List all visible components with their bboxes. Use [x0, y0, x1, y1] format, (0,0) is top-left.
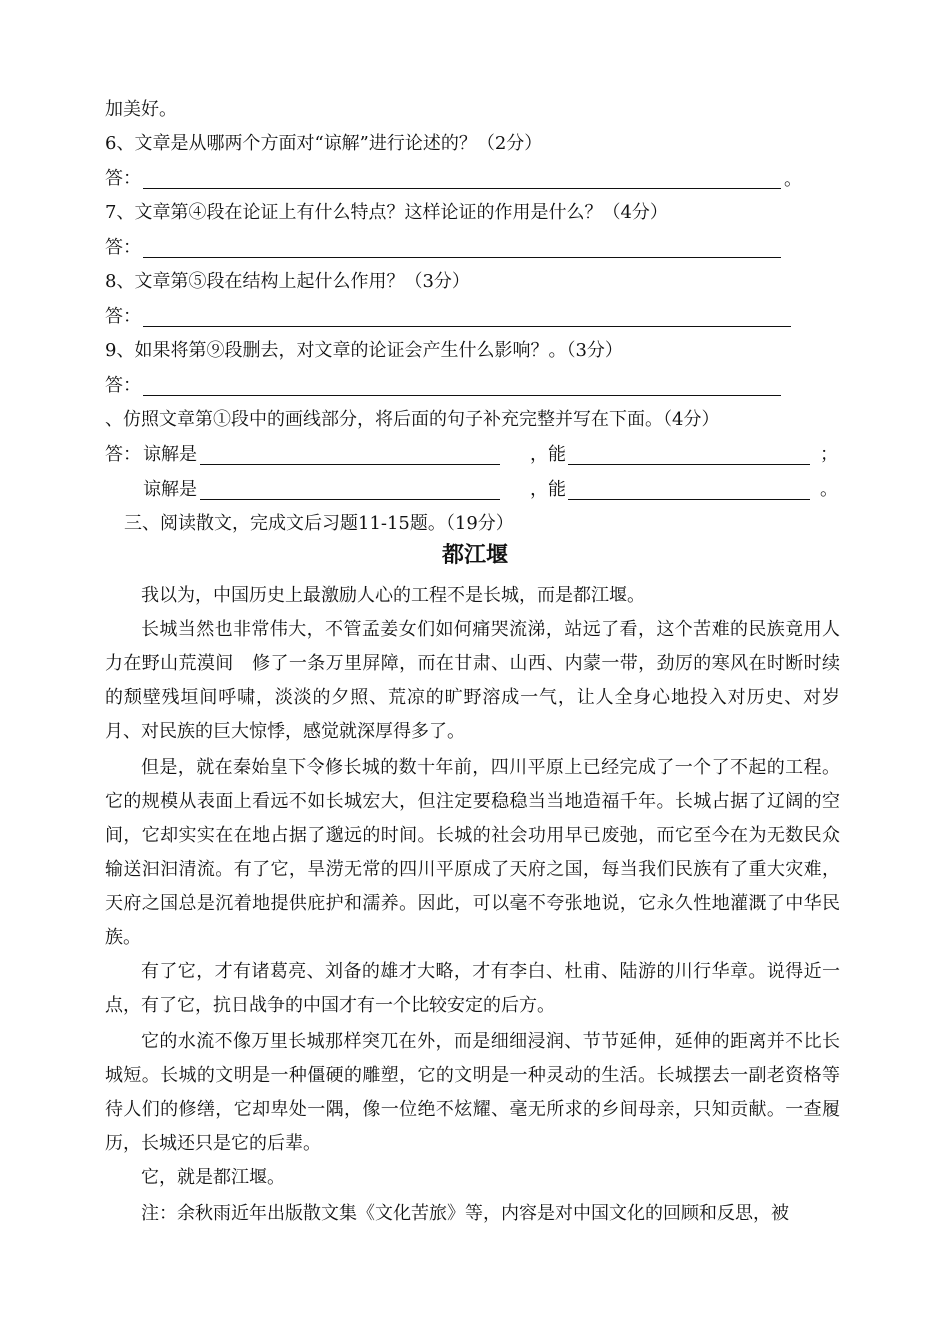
fill-blank-1b[interactable]: [568, 464, 810, 465]
answer-end-6: 。: [784, 169, 802, 190]
fill-blank-2a[interactable]: [200, 499, 500, 500]
fill-lead-1: 谅解是: [143, 444, 197, 465]
answer-label-8: 答：: [105, 306, 141, 327]
fill-lead-2: 谅解是: [143, 479, 197, 500]
essay-paragraph-2: 长城当然也非常伟大，不管孟姜女们如何痛哭流涕，站远了看，这个苦难的民族竟用人力在野山荒漠间 修了一条万里屏障，而在甘肃、山西、内蒙一带，劲厉的寒风在时断时续的颓壁残垣间呼啸，淡淡的夕照、荒凉的旷野溶成一气，让人全身心地投入对历史、对岁月、对民族的巨大惊悸，感觉就深厚得多了。: [105, 619, 840, 742]
section-3-heading: 三、阅读散文，完成文后习题11-15题。（19分）: [124, 513, 514, 534]
question-7: 7、文章第④段在论证上有什么特点？这样论证的作用是什么？（4分）: [105, 202, 668, 223]
essay-note: 注：余秋雨近年出版散文集《文化苦旅》等，内容是对中国文化的回顾和反思，被: [141, 1203, 789, 1224]
essay-paragraph-6: 它，就是都江堰。: [141, 1167, 285, 1188]
question-6: 6、文章是从哪两个方面对“谅解”进行论述的？（2分）: [105, 133, 543, 154]
fill-blank-1a[interactable]: [200, 464, 500, 465]
answer-line-8[interactable]: [143, 326, 791, 327]
essay-paragraph-3: 但是，就在秦始皇下令修长城的数十年前，四川平原上已经完成了一个了不起的工程。它的规模从表面上看远不如长城宏大，但注定要稳稳当当地造福千年。长城占据了辽阔的空间，它却实实在在地占据了邈远的时间。长城的社会功用早已废弛，而它至今在为无数民众输送汩汩清流。有了它，旱涝无常的四川平原成了天府之国，每当我们民族有了重大灾难，天府之国总是沉着地提供庇护和濡养。因此，可以毫不夸张地说，它永久性地灌溉了中华民族。: [105, 757, 840, 948]
answer-label-7: 答：: [105, 237, 141, 258]
fill-answer-label: 答：: [105, 444, 141, 465]
fill-end-2: 。: [820, 479, 838, 500]
answer-label-6: 答：: [105, 168, 141, 189]
question-10: 、仿照文章第①段中的画线部分，将后面的句子补充完整并写在下面。（4分）: [105, 409, 720, 430]
fill-mid-1: ，能: [530, 444, 566, 465]
essay-paragraph-1: 我以为，中国历史上最激励人心的工程不是长城，而是都江堰。: [141, 585, 645, 606]
essay-paragraph-4: 有了它，才有诸葛亮、刘备的雄才大略，才有李白、杜甫、陆游的川行华章。说得近一点，有了它，抗日战争的中国才有一个比较安定的后方。: [105, 961, 840, 1016]
essay-title: 都江堰: [441, 543, 508, 568]
fill-end-1: ；: [820, 444, 838, 465]
question-9: 9、如果将第⑨段删去，对文章的论证会产生什么影响？。（3分）: [105, 340, 623, 361]
answer-line-6[interactable]: [143, 188, 781, 189]
top-fragment: 加美好。: [105, 99, 177, 120]
answer-line-7[interactable]: [143, 257, 781, 258]
answer-line-9[interactable]: [143, 395, 781, 396]
answer-label-9: 答：: [105, 375, 141, 396]
question-8: 8、文章第⑤段在结构上起什么作用？（3分）: [105, 271, 470, 292]
essay-paragraph-5: 它的水流不像万里长城那样突兀在外，而是细细浸润、节节延伸，延伸的距离并不比长城短。长城的文明是一种僵硬的雕塑，它的文明是一种灵动的生活。长城摆去一副老资格等待人们的修缮，它却卑处一隅，像一位绝不炫耀、毫无所求的乡间母亲，只知贡献。一查履历，长城还只是它的后辈。: [105, 1031, 840, 1154]
fill-mid-2: ，能: [530, 479, 566, 500]
fill-blank-2b[interactable]: [568, 499, 810, 500]
